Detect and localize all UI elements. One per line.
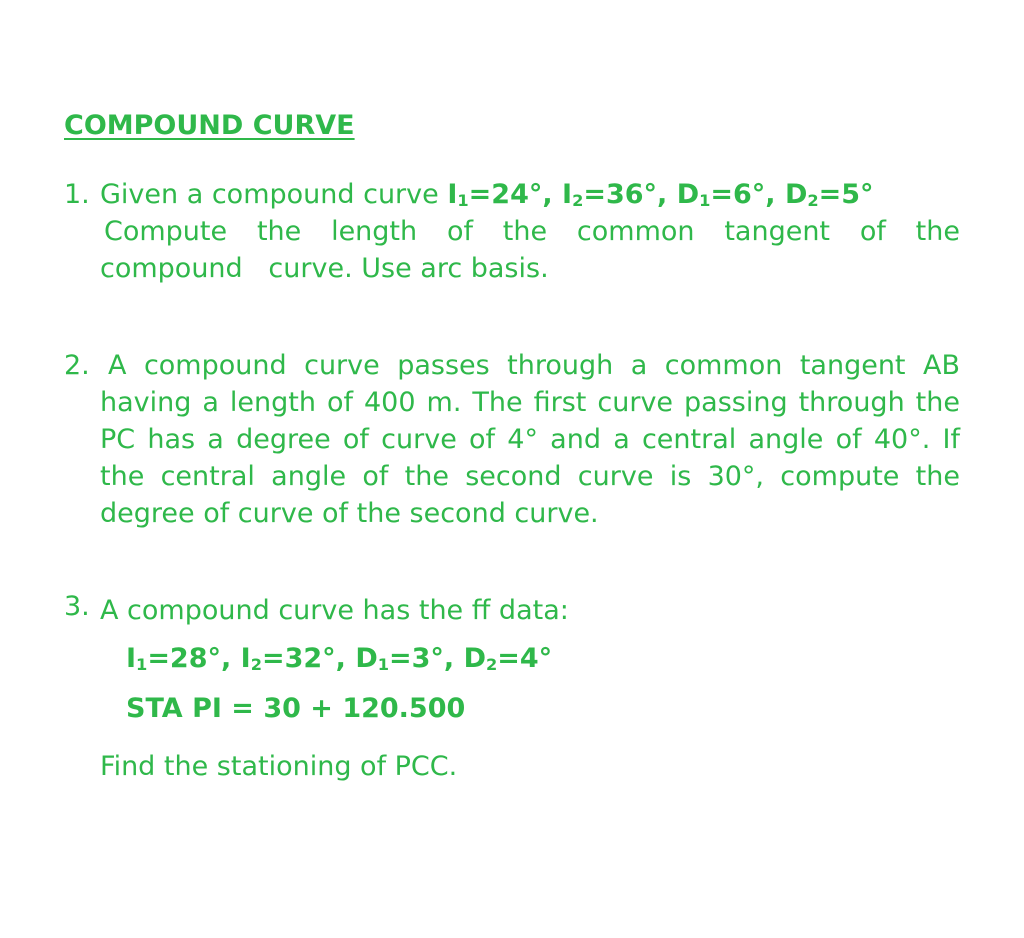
problem-number: 1. [64,179,90,210]
problem-1 [64,176,960,287]
problem-number: 3. [64,591,90,622]
page-title: COMPOUND CURVE [64,110,355,141]
problem-body [100,176,960,287]
station-value: STA PI = 30 + 120.500 [126,693,466,724]
problem-2 [64,347,960,532]
problem-1-line-3: compound curve. Use arc basis. [100,253,549,284]
problem-1-line-2: Compute the length of the common tangent of the [104,216,960,247]
problem-3-question: Find the stationing of PCC. [100,751,458,782]
problem-3-lead: A compound curve has the ff data: [100,595,569,626]
problem-2-line-3: PC has a degree of curve of 4° and a central angle of 40°. If [100,424,960,455]
given-values: $I_1=28^\circ$, $I_2=32^\circ$, $D_1=3^\circ$, $D_2=4^\circ$ [126,643,553,674]
problem-3 [64,588,960,785]
problem-number: 2. [64,350,90,381]
problem-2-line-4: the central angle of the second curve is 30°, compute the [100,461,960,492]
problem-2-line-5: degree of curve of the second curve. [100,498,599,529]
problem-body [100,588,960,785]
given-values: $I_1=24^\circ$, $I_2=36^\circ$, $D_1=6^\circ$, $D_2=5^\circ$ [447,179,874,210]
problem-lead-text: Given a compound curve [100,179,439,210]
document-page [64,108,960,785]
problem-body [100,347,960,532]
problem-1-line-1 [100,176,960,213]
problem-2-line-2: having a length of 400 m. The first curve passing through the [100,387,960,418]
problem-2-line-1: A compound curve passes through a common tangent AB [108,350,960,381]
